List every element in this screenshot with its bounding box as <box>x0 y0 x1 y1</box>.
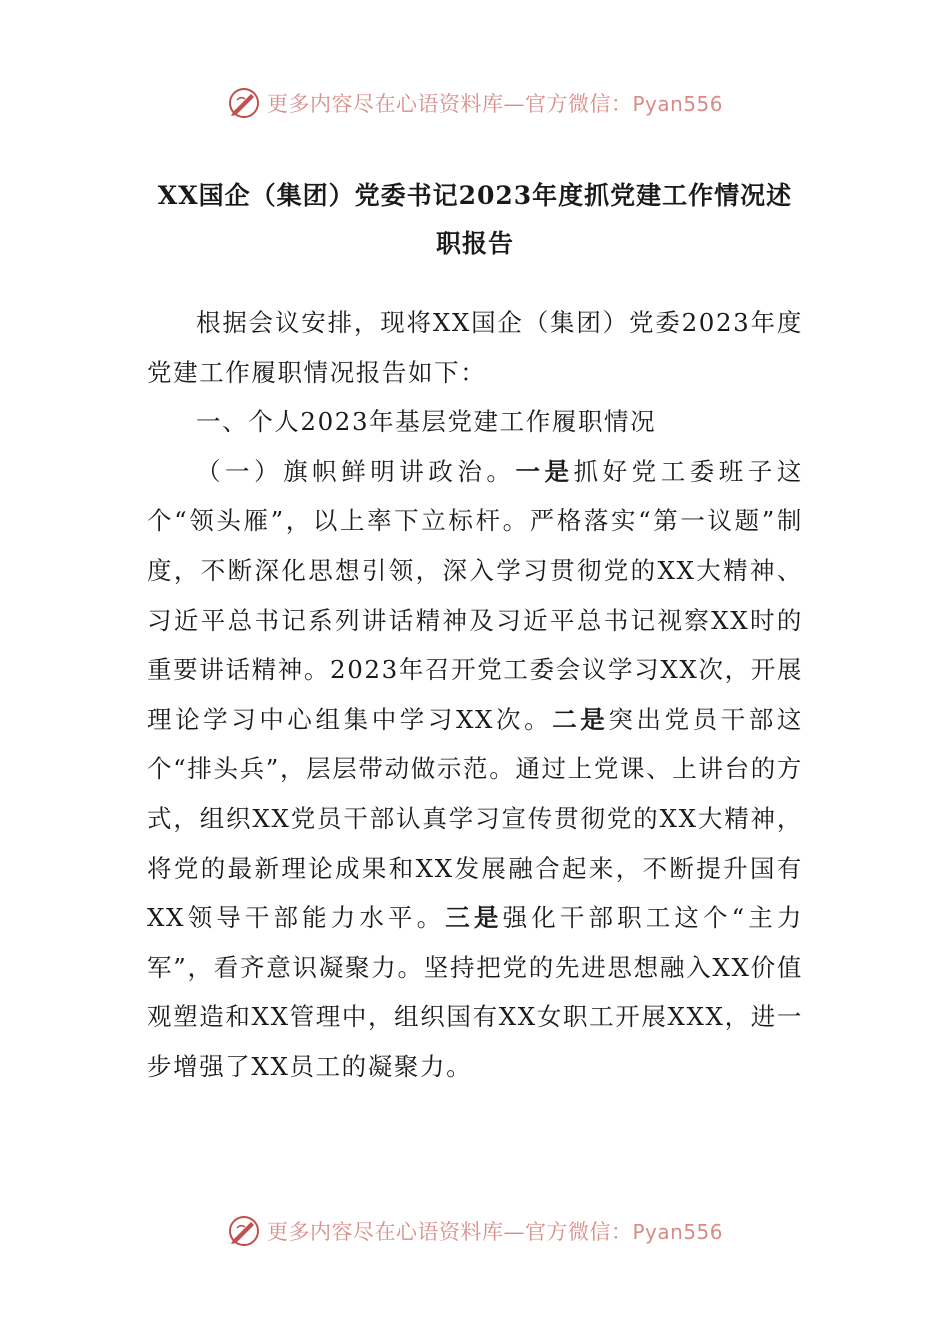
watermark-header <box>0 83 950 123</box>
intro-paragraph: 根据会议安排，现将XX国企（集团）党委2023年度党建工作履职情况报告如下： <box>147 308 803 387</box>
section-heading: 一、个人2023年基层党建工作履职情况 <box>196 407 657 437</box>
document-title: XX国企（集团）党委书记2023年度抓党建工作情况述职报告 <box>157 181 793 258</box>
pen-logo-icon <box>227 1214 261 1248</box>
document-body <box>147 298 803 1092</box>
subsection-paragraph: （一）旗帜鲜明讲政治。一是抓好党工委班子这个“领头雁”，以上率下立标杆。严格落实“第一议题”制度，不断深化思想引领，深入学习贯彻党的XX大精神、习近平总书记系列讲话精神及习近平总书记视察XX时的重要讲话精神。2023年召开党工委会议学习XX次，开展理论学习中心组集中学习XX次。二是突出党员干部这个“排头兵”，层层带动做示范。通过上党课、上讲台的方式，组织XX党员干部认真学习宣传贯彻党的XX大精神，将党的最新理论成果和XX发展融合起来，不断提升国有XX领导干部能力水平。三是强化干部职工这个“主力军”，看齐意识凝聚力。坚持把党的先进思想融入XX价值观塑造和XX管理中，组织国有XX女职工开展XXX，进一步增强了XX员工的凝聚力。 <box>147 456 804 1081</box>
watermark-footer <box>0 1211 950 1251</box>
watermark-text: 更多内容尽在心语资料库—官方微信：Pyan556 <box>266 92 723 116</box>
watermark-text: 更多内容尽在心语资料库—官方微信：Pyan556 <box>266 1220 723 1244</box>
pen-logo-icon <box>227 86 261 120</box>
